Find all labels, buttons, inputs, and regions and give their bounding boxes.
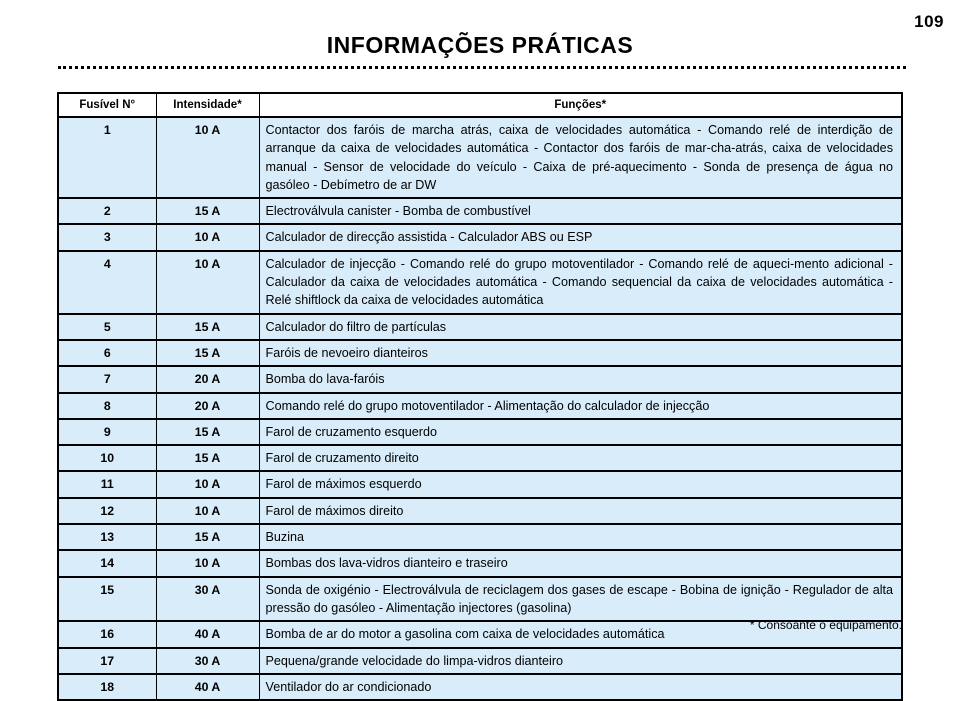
table-row	[58, 550, 902, 576]
function-cell: Calculador de direcção assistida - Calculador ABS ou ESP	[259, 224, 902, 250]
fuse-number-cell: 2	[58, 198, 156, 224]
fuse-number-cell: 8	[58, 393, 156, 419]
intensity-cell: 15 A	[156, 340, 259, 366]
intensity-cell: 10 A	[156, 471, 259, 497]
intensity-cell: 15 A	[156, 445, 259, 471]
dotted-divider	[58, 66, 906, 69]
table-row	[58, 577, 902, 622]
table-row	[58, 314, 902, 340]
function-cell: Farol de máximos direito	[259, 498, 902, 524]
intensity-cell: 15 A	[156, 198, 259, 224]
table-row	[58, 471, 902, 497]
table-row	[58, 674, 902, 700]
intensity-cell: 10 A	[156, 117, 259, 198]
fuse-number-cell: 1	[58, 117, 156, 198]
fuse-number-cell: 10	[58, 445, 156, 471]
header-functions: Funções*	[259, 93, 902, 117]
table-row	[58, 498, 902, 524]
function-cell: Bomba do lava-faróis	[259, 366, 902, 392]
page-number: 109	[914, 12, 944, 31]
fuse-number-cell: 17	[58, 648, 156, 674]
intensity-cell: 15 A	[156, 419, 259, 445]
table-row	[58, 445, 902, 471]
fuse-number-cell: 12	[58, 498, 156, 524]
intensity-cell: 10 A	[156, 251, 259, 314]
fuse-number-cell: 18	[58, 674, 156, 700]
intensity-cell: 30 A	[156, 648, 259, 674]
fuse-number-cell: 5	[58, 314, 156, 340]
intensity-cell: 20 A	[156, 366, 259, 392]
function-cell: Bombas dos lava-vidros dianteiro e traseiro	[259, 550, 902, 576]
header-fuse-number: Fusível N°	[58, 93, 156, 117]
function-cell: Farol de máximos esquerdo	[259, 471, 902, 497]
table-row	[58, 393, 902, 419]
table-body	[58, 117, 902, 700]
function-cell: Pequena/grande velocidade do limpa-vidros dianteiro	[259, 648, 902, 674]
table-row	[58, 524, 902, 550]
page-title: INFORMAÇÕES PRÁTICAS	[326, 32, 634, 58]
fuse-number-cell: 4	[58, 251, 156, 314]
function-cell: Contactor dos faróis de marcha atrás, caixa de velocidades automática - Comando relé de interdição de arranque da caixa de velocidades automática - Contactor dos faróis de mar-cha-atrás, caixa de velocidades manual - Sensor de velocidade do veículo - Caixa de pré-aquecimento - Sonda de presença de água no gasóleo - Debímetro de ar DW	[259, 117, 902, 198]
fuse-number-cell: 11	[58, 471, 156, 497]
intensity-cell: 15 A	[156, 314, 259, 340]
fuse-number-cell: 9	[58, 419, 156, 445]
table-row	[58, 198, 902, 224]
function-cell: Calculador de injecção - Comando relé do grupo motoventilador - Comando relé de aqueci-mento adicional - Calculador da caixa de velocidades automática - Comando sequencial da caixa de velocidades automática - Relé shiftlock da caixa de velocidades automática	[259, 251, 902, 314]
function-cell: Faróis de nevoeiro dianteiros	[259, 340, 902, 366]
intensity-cell: 10 A	[156, 550, 259, 576]
table-row	[58, 224, 902, 250]
function-cell: Farol de cruzamento esquerdo	[259, 419, 902, 445]
function-cell: Buzina	[259, 524, 902, 550]
intensity-cell: 10 A	[156, 498, 259, 524]
fuse-number-cell: 16	[58, 621, 156, 647]
function-cell: Sonda de oxigénio - Electroválvula de reciclagem dos gases de escape - Bobina de ignição - Regulador de alta pressão do gasóleo - Alimentação injectores (gasolina)	[259, 577, 902, 622]
intensity-cell: 20 A	[156, 393, 259, 419]
table-header-row	[58, 93, 902, 117]
fuse-table	[57, 92, 903, 701]
footnote: * Consoante o equipamento.	[749, 618, 902, 632]
table-row	[58, 340, 902, 366]
function-cell: Ventilador do ar condicionado	[259, 674, 902, 700]
function-cell: Calculador do filtro de partículas	[259, 314, 902, 340]
function-cell: Electroválvula canister - Bomba de combustível	[259, 198, 902, 224]
header-intensity: Intensidade*	[156, 93, 259, 117]
fuse-number-cell: 15	[58, 577, 156, 622]
intensity-cell: 30 A	[156, 577, 259, 622]
table-row	[58, 648, 902, 674]
intensity-cell: 15 A	[156, 524, 259, 550]
table-row	[58, 419, 902, 445]
intensity-cell: 40 A	[156, 674, 259, 700]
fuse-number-cell: 13	[58, 524, 156, 550]
intensity-cell: 10 A	[156, 224, 259, 250]
fuse-number-cell: 14	[58, 550, 156, 576]
fuse-number-cell: 6	[58, 340, 156, 366]
table-row	[58, 366, 902, 392]
table-row	[58, 251, 902, 314]
fuse-number-cell: 7	[58, 366, 156, 392]
fuse-number-cell: 3	[58, 224, 156, 250]
function-cell: Farol de cruzamento direito	[259, 445, 902, 471]
intensity-cell: 40 A	[156, 621, 259, 647]
function-cell: Comando relé do grupo motoventilador - Alimentação do calculador de injecção	[259, 393, 902, 419]
table-row	[58, 117, 902, 198]
function-cell: Bomba de ar do motor a gasolina com caixa de velocidades automática	[259, 621, 902, 647]
